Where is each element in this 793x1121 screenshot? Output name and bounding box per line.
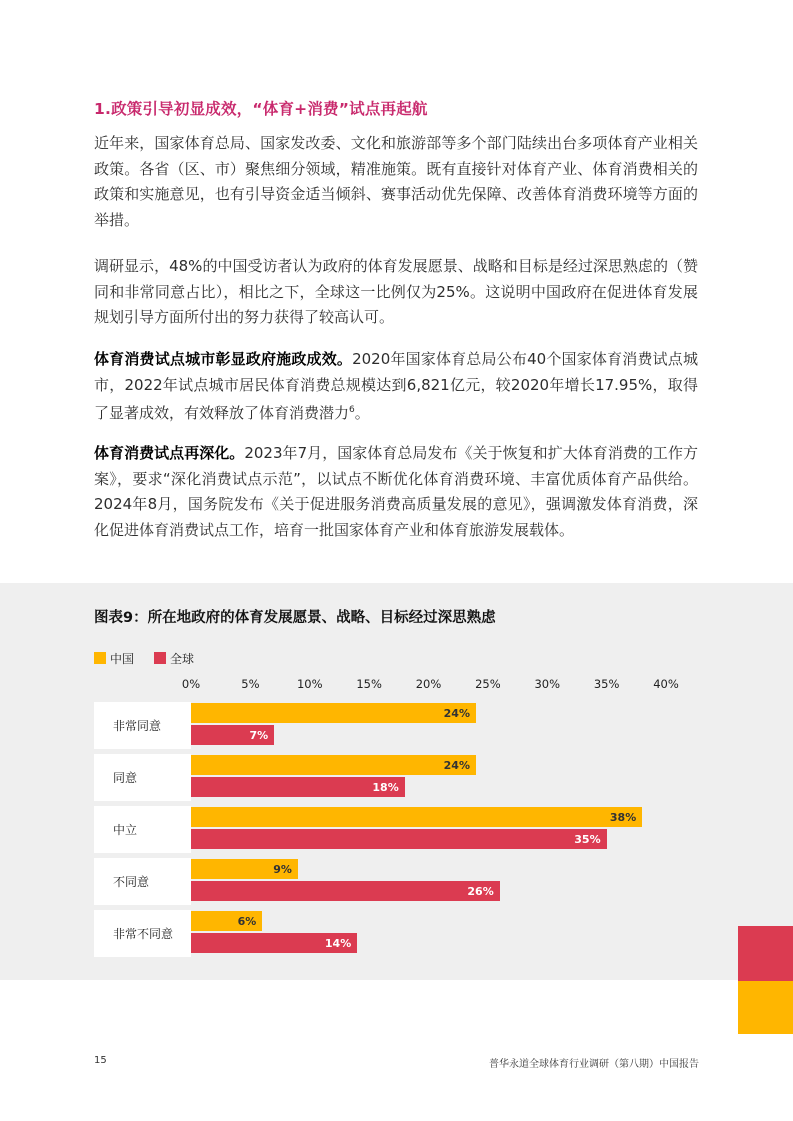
x-tick-label: 0%: [181, 677, 201, 691]
paragraph-pilot-cities: [94, 347, 698, 427]
category-label: 非常不同意: [113, 927, 174, 941]
decorative-yellow-block: [738, 981, 793, 1034]
x-tick-label: 25%: [475, 677, 501, 691]
data-label-china: 6%: [237, 915, 257, 928]
footnote-ref[interactable]: 6: [349, 405, 355, 415]
data-label-global: 35%: [574, 833, 601, 846]
data-label-china: 9%: [273, 863, 292, 876]
data-label-china: 24%: [443, 707, 470, 720]
legend-label-global: 全球: [170, 652, 195, 666]
legend-swatch-china: [94, 652, 106, 664]
section-heading: 1.政策引导初显成效，“体育+消费”试点再起航: [94, 100, 428, 118]
page-number: 15: [94, 1055, 107, 1066]
category-row-background: [94, 806, 191, 853]
x-tick-label: 10%: [296, 677, 323, 691]
category-label: 不同意: [113, 875, 150, 889]
paragraph-survey-finding: 调研显示，48%的中国受访者认为政府的体育发展愿景、战略和目标是经过深思熟虑的（赞同和非常同意占比），相比之下，全球这一比例仅为25%。这说明中国政府在促进体育发展规划引导方面所付出的努力获得了较高认可。: [94, 257, 698, 326]
x-tick-label: 5%: [241, 677, 260, 691]
chart-title: 图表9：所在地政府的体育发展愿景、战略、目标经过深思熟虑: [94, 610, 496, 626]
x-tick-label: 40%: [653, 677, 679, 691]
data-label-global: 26%: [467, 885, 494, 898]
bar-global[interactable]: [191, 881, 500, 901]
paragraph-end: 。: [354, 404, 370, 422]
x-tick-label: 20%: [415, 677, 442, 691]
bar-global[interactable]: [191, 829, 607, 849]
footer-report-title: 普华永道全球体育行业调研（第八期）中国报告: [489, 1059, 699, 1070]
paragraph-lead-bold: 体育消费试点再深化。: [94, 444, 245, 462]
x-tick-label: 15%: [356, 677, 382, 691]
paragraph-body: 2023年7月，国家体育总局发布《关于恢复和扩大体育消费的工作方案》，要求“深化消费试点示范”，以试点不断优化体育消费环境、丰富优质体育产品供给。2024年8月，国务院发布《关于促进服务消费高质量发展的意见》，强调激发体育消费，深化促进体育消费试点工作，培育一批国家体育产业和体育旅游发展载体。: [94, 444, 698, 539]
paragraph-lead-bold: 体育消费试点城市彰显政府施政成效。: [94, 350, 353, 368]
bar-china[interactable]: [191, 807, 642, 827]
x-tick-label: 35%: [593, 677, 620, 691]
legend-item-global: [154, 650, 194, 667]
data-label-global: 14%: [324, 937, 352, 950]
data-label-global: 7%: [249, 729, 269, 742]
x-tick-label: 30%: [534, 677, 561, 691]
paragraph-pilot-deepening: [94, 441, 698, 543]
paragraph-body: 2020年国家体育总局公布40个国家体育消费试点城市，2022年试点城市居民体育消费总规模达到6,821亿元，较2020年增长17.95%，取得了显著成效，有效释放了体育消费潜力: [94, 350, 698, 422]
bar-china[interactable]: [191, 755, 476, 775]
data-label-china: 24%: [443, 759, 470, 772]
legend-swatch-global: [154, 652, 166, 664]
category-row-background: [94, 754, 191, 801]
paragraph-policy-overview: 近年来，国家体育总局、国家发改委、文化和旅游部等多个部门陆续出台多项体育产业相关政策。各省（区、市）聚焦细分领域，精准施策。既有直接针对体育产业、体育消费相关的政策和实施意见，也有引导资金适当倾斜、赛事活动优先保障、改善体育消费环境等方面的举措。: [94, 134, 698, 229]
bar-china[interactable]: [191, 703, 476, 723]
category-label: 同意: [113, 771, 138, 785]
legend-item-china: [94, 650, 134, 667]
decorative-red-block: [738, 926, 793, 981]
category-label: 中立: [113, 823, 138, 837]
data-label-china: 38%: [609, 811, 637, 824]
legend-label-china: 中国: [110, 652, 135, 666]
category-label: 非常同意: [113, 719, 162, 733]
data-label-global: 18%: [372, 781, 399, 794]
